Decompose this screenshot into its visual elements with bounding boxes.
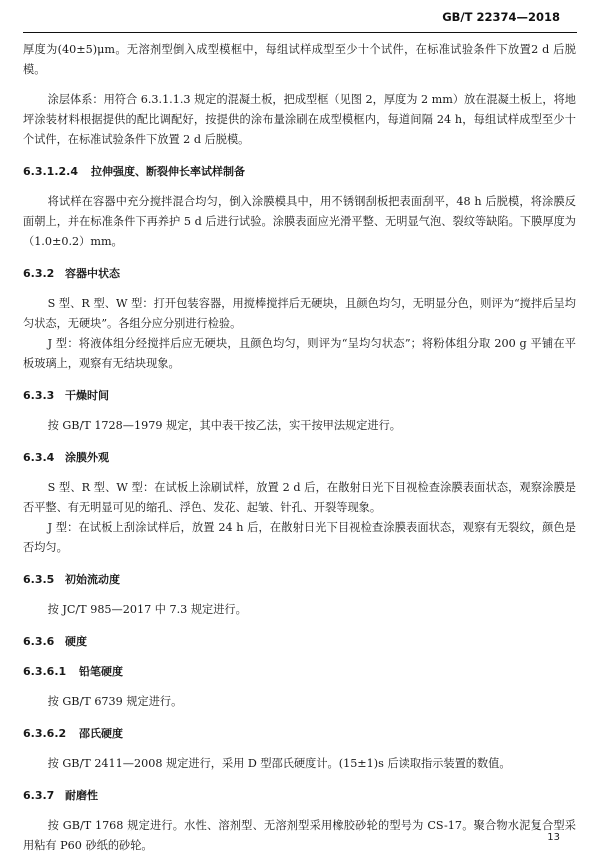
section-heading xyxy=(23,570,576,590)
paragraph: S 型、R 型、W 型：在试板上涂刷试样，放置 2 d 后，在散射日光下目视检查涂膜表面状态，观察涂膜是否平整、有无明显可见的缩孔、浮色、发花、起皱、针孔、开裂等现象。 xyxy=(23,481,576,514)
paragraph: S 型、R 型、W 型：打开包装容器，用搅棒搅拌后无硬块，且颜色均匀，无明显分色，则评为“搅拌后呈均匀状态，无硬块”。各组分应分别进行检验。 xyxy=(23,297,576,330)
paragraph: J 型：在试板上刮涂试样后，放置 24 h 后，在散射日光下目视检查涂膜表面状态，观察有无裂纹，颜色是否均匀。 xyxy=(23,521,576,554)
paragraph: 厚度为(40±5)μm。无溶剂型倒入成型模框中，每组试样成型至少十个试件，在标准试验条件下放置2 d 后脱模。 xyxy=(23,43,576,76)
section-heading xyxy=(23,724,576,744)
paragraph: J 型：将液体组分经搅拌后应无硬块，且颜色均匀，则评为“呈均匀状态”；将粉体组分取 200 g 平铺在平板玻璃上，观察有无结块现象。 xyxy=(23,337,576,370)
header-rule xyxy=(23,32,577,33)
section-title: 容器中状态 xyxy=(65,267,120,280)
paragraph: 按 GB/T 1768 规定进行。水性、溶剂型、无溶剂型采用橡胶砂轮的型号为 CS-17。聚合物水泥复合型采用粘有 P60 砂纸的砂轮。 xyxy=(23,819,576,852)
section-heading xyxy=(23,162,576,182)
paragraph: 涂层体系：用符合 6.3.1.1.3 规定的混凝土板，把成型框（见图 2，厚度为 2 mm）放在混凝土板上，将地坪涂装材料根据提供的配比调配好，按提供的涂布量涂刷在成型模框内，每道间隔 24 h，每组试样成型至少十个试件，在标准试验条件下放置 2 d 后脱模。 xyxy=(23,93,576,146)
paragraph: 按 GB/T 2411—2008 规定进行，采用 D 型邵氏硬度计。(15±1)s 后读取指示装置的数值。 xyxy=(47,757,511,770)
section-number: 6.3.6.2 xyxy=(23,727,67,740)
page-number: 13 xyxy=(547,832,560,843)
section-number: 6.3.5 xyxy=(23,573,55,586)
section-title: 干燥时间 xyxy=(65,389,109,402)
section-number: 6.3.2 xyxy=(23,267,55,280)
section-number: 6.3.3 xyxy=(23,389,55,402)
section-heading xyxy=(23,386,576,406)
section-number: 6.3.7 xyxy=(23,789,55,802)
section-number: 6.3.6 xyxy=(23,635,55,648)
section-title: 铅笔硬度 xyxy=(79,665,123,678)
section-title: 耐磨性 xyxy=(65,789,98,802)
section-heading xyxy=(23,786,576,806)
section-title: 拉伸强度、断裂伸长率试样制备 xyxy=(91,165,245,178)
section-title: 初始流动度 xyxy=(65,573,120,586)
document-body xyxy=(23,40,576,856)
section-title: 邵氏硬度 xyxy=(79,727,123,740)
section-number: 6.3.1.2.4 xyxy=(23,165,78,178)
paragraph: 将试样在容器中充分搅拌混合均匀，倒入涂膜模具中，用不锈钢刮板把表面刮平，48 h 后脱模，将涂膜反面朝上，并在标准条件下再养护 5 d 后进行试验。涂膜表面应光滑平整、无明显气泡、裂纹等缺陷。下膜厚度为（1.0±0.2）mm。 xyxy=(23,195,576,248)
paragraph: 按 JC/T 985—2017 中 7.3 规定进行。 xyxy=(47,603,247,616)
section-number: 6.3.4 xyxy=(23,451,55,464)
paragraph: 按 GB/T 6739 规定进行。 xyxy=(47,695,183,708)
standard-number: GB/T 22374—2018 xyxy=(442,10,560,24)
section-title: 涂膜外观 xyxy=(65,451,109,464)
section-heading xyxy=(23,264,576,284)
paragraph: 按 GB/T 1728—1979 规定，其中表干按乙法，实干按甲法规定进行。 xyxy=(47,419,401,432)
section-number: 6.3.6.1 xyxy=(23,665,67,678)
section-title: 硬度 xyxy=(65,635,87,648)
section-heading xyxy=(23,662,576,682)
section-heading xyxy=(23,448,576,468)
section-heading xyxy=(23,632,576,652)
